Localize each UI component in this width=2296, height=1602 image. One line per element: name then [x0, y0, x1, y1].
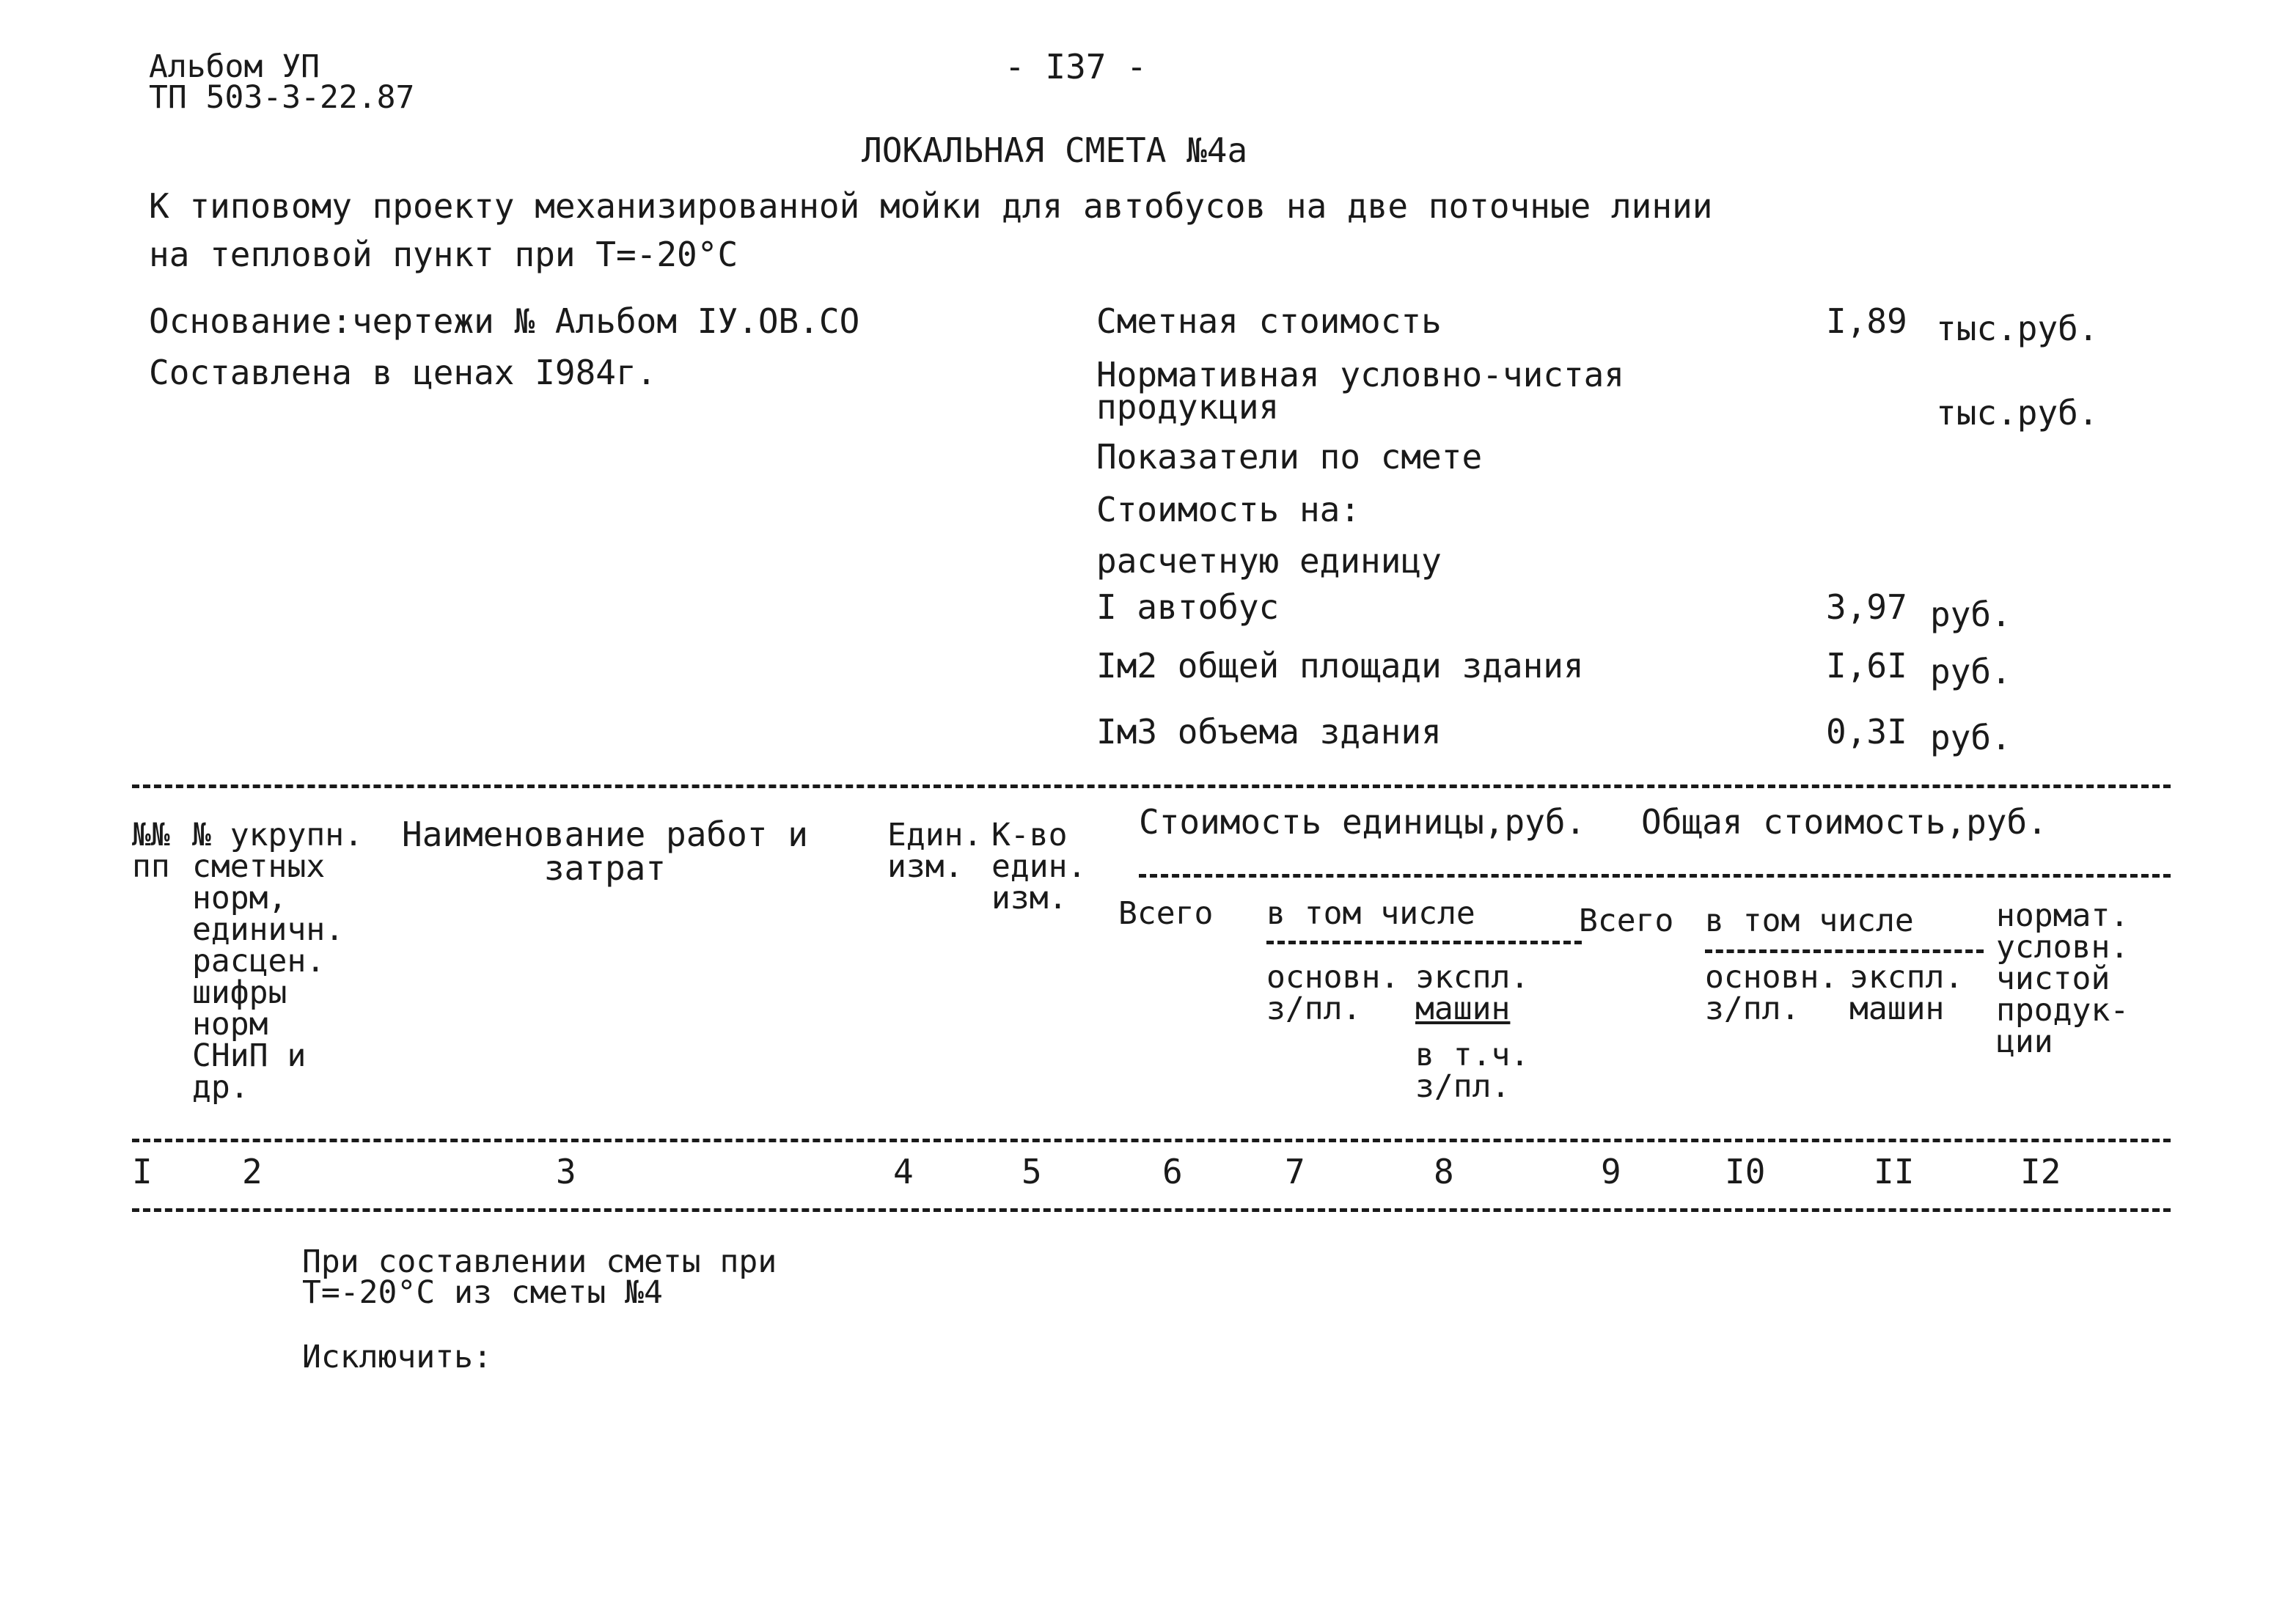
album-label: Альбом УП: [149, 48, 320, 85]
table-top-rule: [132, 785, 2171, 788]
estimated-cost-label: Сметная стоимость: [1096, 301, 1442, 341]
col-12-header: нормат. условн. чистой продук- ции: [1996, 897, 2130, 1060]
normative-unit: тыс.руб.: [1936, 393, 2099, 433]
col-10-11-group-header: в том числе: [1705, 903, 1914, 939]
col-10-11-rule: [1705, 949, 1984, 953]
column-number: 4: [893, 1152, 914, 1191]
column-number: 9: [1601, 1152, 1621, 1191]
exclude-label: Исключить:: [302, 1339, 492, 1375]
column-number: 3: [556, 1152, 576, 1191]
col-1-header: №№ пп: [132, 817, 170, 885]
m2-unit: руб.: [1930, 652, 2011, 691]
column-number: I2: [2020, 1152, 2061, 1191]
normative-label-1: Нормативная условно-чистая: [1096, 355, 1625, 394]
subtitle-line-2: на тепловой пункт при Т=-20°С: [149, 235, 738, 274]
page-number: - I37 -: [1005, 47, 1147, 87]
m2-value: I,6I: [1826, 646, 1907, 686]
col-8-header-c: в т.ч. з/пл.: [1415, 1037, 1530, 1105]
column-number: 5: [1022, 1152, 1042, 1191]
col-7-8-group-header: в том числе: [1266, 895, 1475, 932]
column-numbers-top-rule: [132, 1139, 2171, 1142]
col-3-header: Наименование работ и затрат: [402, 815, 808, 888]
col-2-header: № укрупн. сметных норм, единичн. расцен. шифры норм СНиП и др.: [192, 817, 363, 1106]
m3-unit: руб.: [1930, 718, 2011, 757]
basis-prices: Составлена в ценах I984г.: [149, 353, 657, 392]
col-7-8-rule: [1266, 941, 1582, 944]
total-cost-group-header: Общая стоимость,руб.: [1641, 802, 2047, 842]
col-9-header: Всего: [1579, 903, 1674, 939]
m2-label: Iм2 общей площади здания: [1096, 646, 1584, 686]
note-line-1: При составлении сметы при: [302, 1243, 777, 1280]
column-number: I: [132, 1152, 153, 1191]
bus-unit: руб.: [1930, 595, 2011, 634]
tp-code: ТП 503-3-22.87: [149, 79, 415, 116]
col-11-header: экспл. машин: [1849, 959, 1964, 1027]
column-number: 8: [1434, 1152, 1454, 1191]
basis-drawings: Основание:чертежи № Альбом IУ.ОВ.СО: [149, 301, 860, 341]
column-number: II: [1874, 1152, 1915, 1191]
cost-group-rule: [1139, 874, 2171, 878]
col-6-header: Всего: [1118, 895, 1214, 932]
col-8-header-b: машин: [1415, 991, 1511, 1027]
document-title: ЛОКАЛЬНАЯ СМЕТА №4а: [862, 131, 1248, 170]
estimated-cost-value: I,89: [1826, 301, 1907, 341]
column-number: I0: [1725, 1152, 1766, 1191]
col-5-header: К-во един. изм.: [991, 817, 1087, 916]
bus-label: I автобус: [1096, 587, 1280, 627]
column-number: 7: [1285, 1152, 1305, 1191]
m3-label: Iм3 объема здания: [1096, 712, 1442, 752]
calc-unit-label: расчетную единицу: [1096, 541, 1442, 581]
col-7-header: основн. з/пл.: [1266, 959, 1400, 1027]
col-10-header: основн. з/пл.: [1705, 959, 1838, 1027]
normative-label-2: продукция: [1096, 387, 1280, 427]
subtitle-line-1: К типовому проекту механизированной мойки для автобусов на две поточные линии: [149, 186, 1713, 226]
col-4-header: Един. изм.: [887, 817, 983, 885]
estimated-cost-unit: тыс.руб.: [1936, 309, 2099, 348]
bus-value: 3,97: [1826, 587, 1907, 627]
m3-value: 0,3I: [1826, 712, 1907, 752]
unit-cost-group-header: Стоимость единицы,руб.: [1139, 802, 1586, 842]
indicators-label: Показатели по смете: [1096, 437, 1483, 477]
column-number: 6: [1162, 1152, 1183, 1191]
col-8-header-a: экспл.: [1415, 959, 1530, 996]
cost-per-label: Стоимость на:: [1096, 490, 1361, 529]
column-numbers-bottom-rule: [132, 1208, 2171, 1212]
note-line-2: Т=-20°С из сметы №4: [302, 1274, 663, 1311]
column-number: 2: [242, 1152, 263, 1191]
